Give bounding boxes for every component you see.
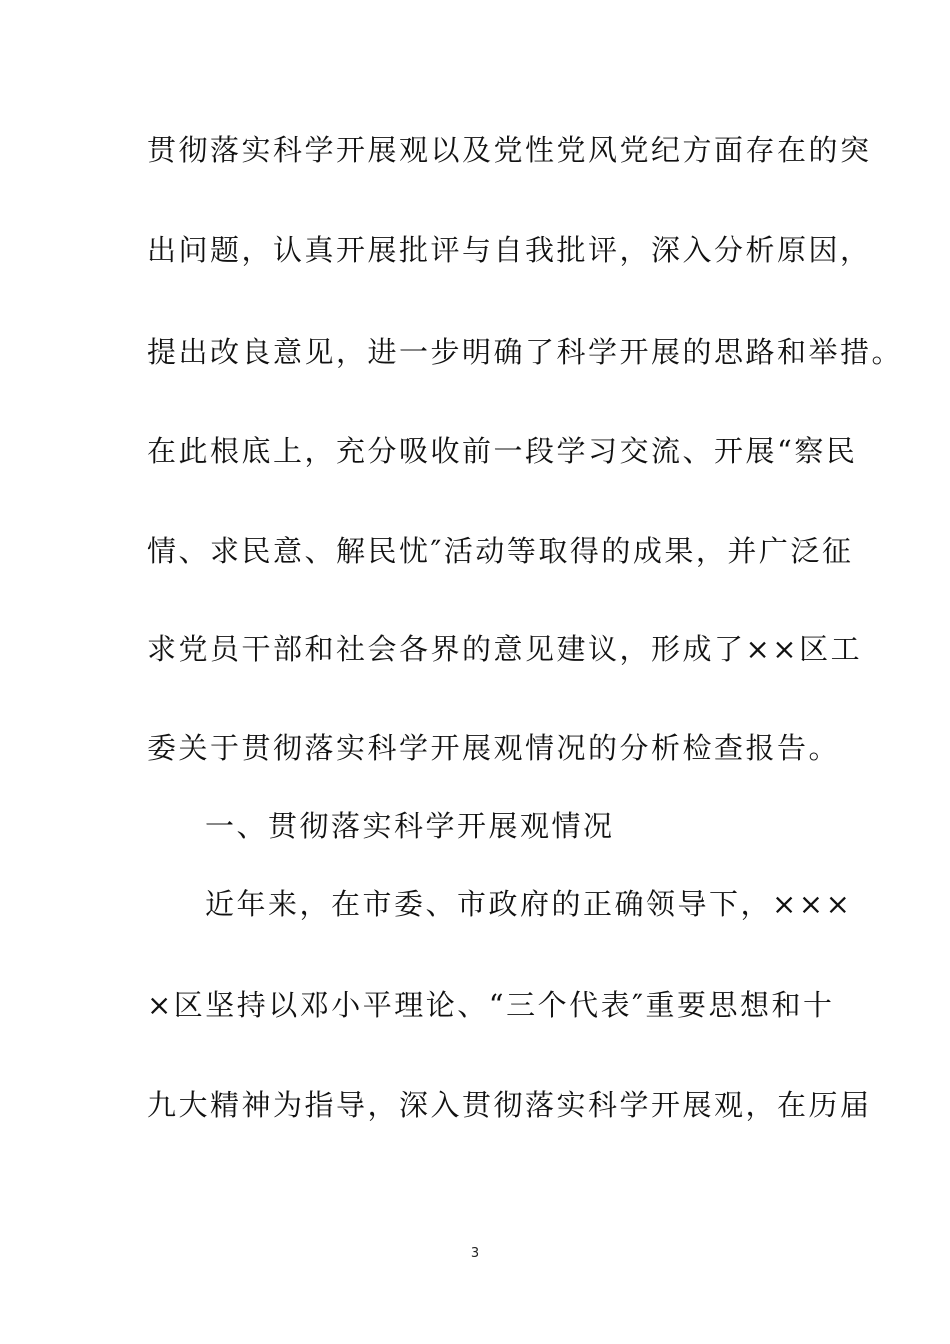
paragraph-line: 出问题，认真开展批评与自我批评，深入分析原因， [147,233,872,267]
paragraph-line: 近年来，在市委、市政府的正确领导下，××× [205,887,853,921]
section-heading: 一、贯彻落实科学开展观情况 [205,809,615,843]
paragraph-line: 提出改良意见，进一步明确了科学开展的思路和举措。 [147,335,904,369]
paragraph-line: 委关于贯彻落实科学开展观情况的分析检查报告。 [147,731,841,765]
page-number: 3 [470,1246,480,1261]
paragraph-line: 九大精神为指导，深入贯彻落实科学开展观，在历届 [147,1088,872,1122]
paragraph-line: 求党员干部和社会各界的意见建议，形成了××区工 [147,632,863,666]
paragraph-line: 贯彻落实科学开展观以及党性党风党纪方面存在的突 [147,133,872,167]
paragraph-line: 在此根底上，充分吸收前一段学习交流、开展“察民 [147,434,858,468]
paragraph-line: 情、求民意、解民忧″活动等取得的成果，并广泛征 [147,534,854,568]
paragraph-line: ×区坚持以邓小平理论、“三个代表″重要思想和十 [147,988,835,1022]
